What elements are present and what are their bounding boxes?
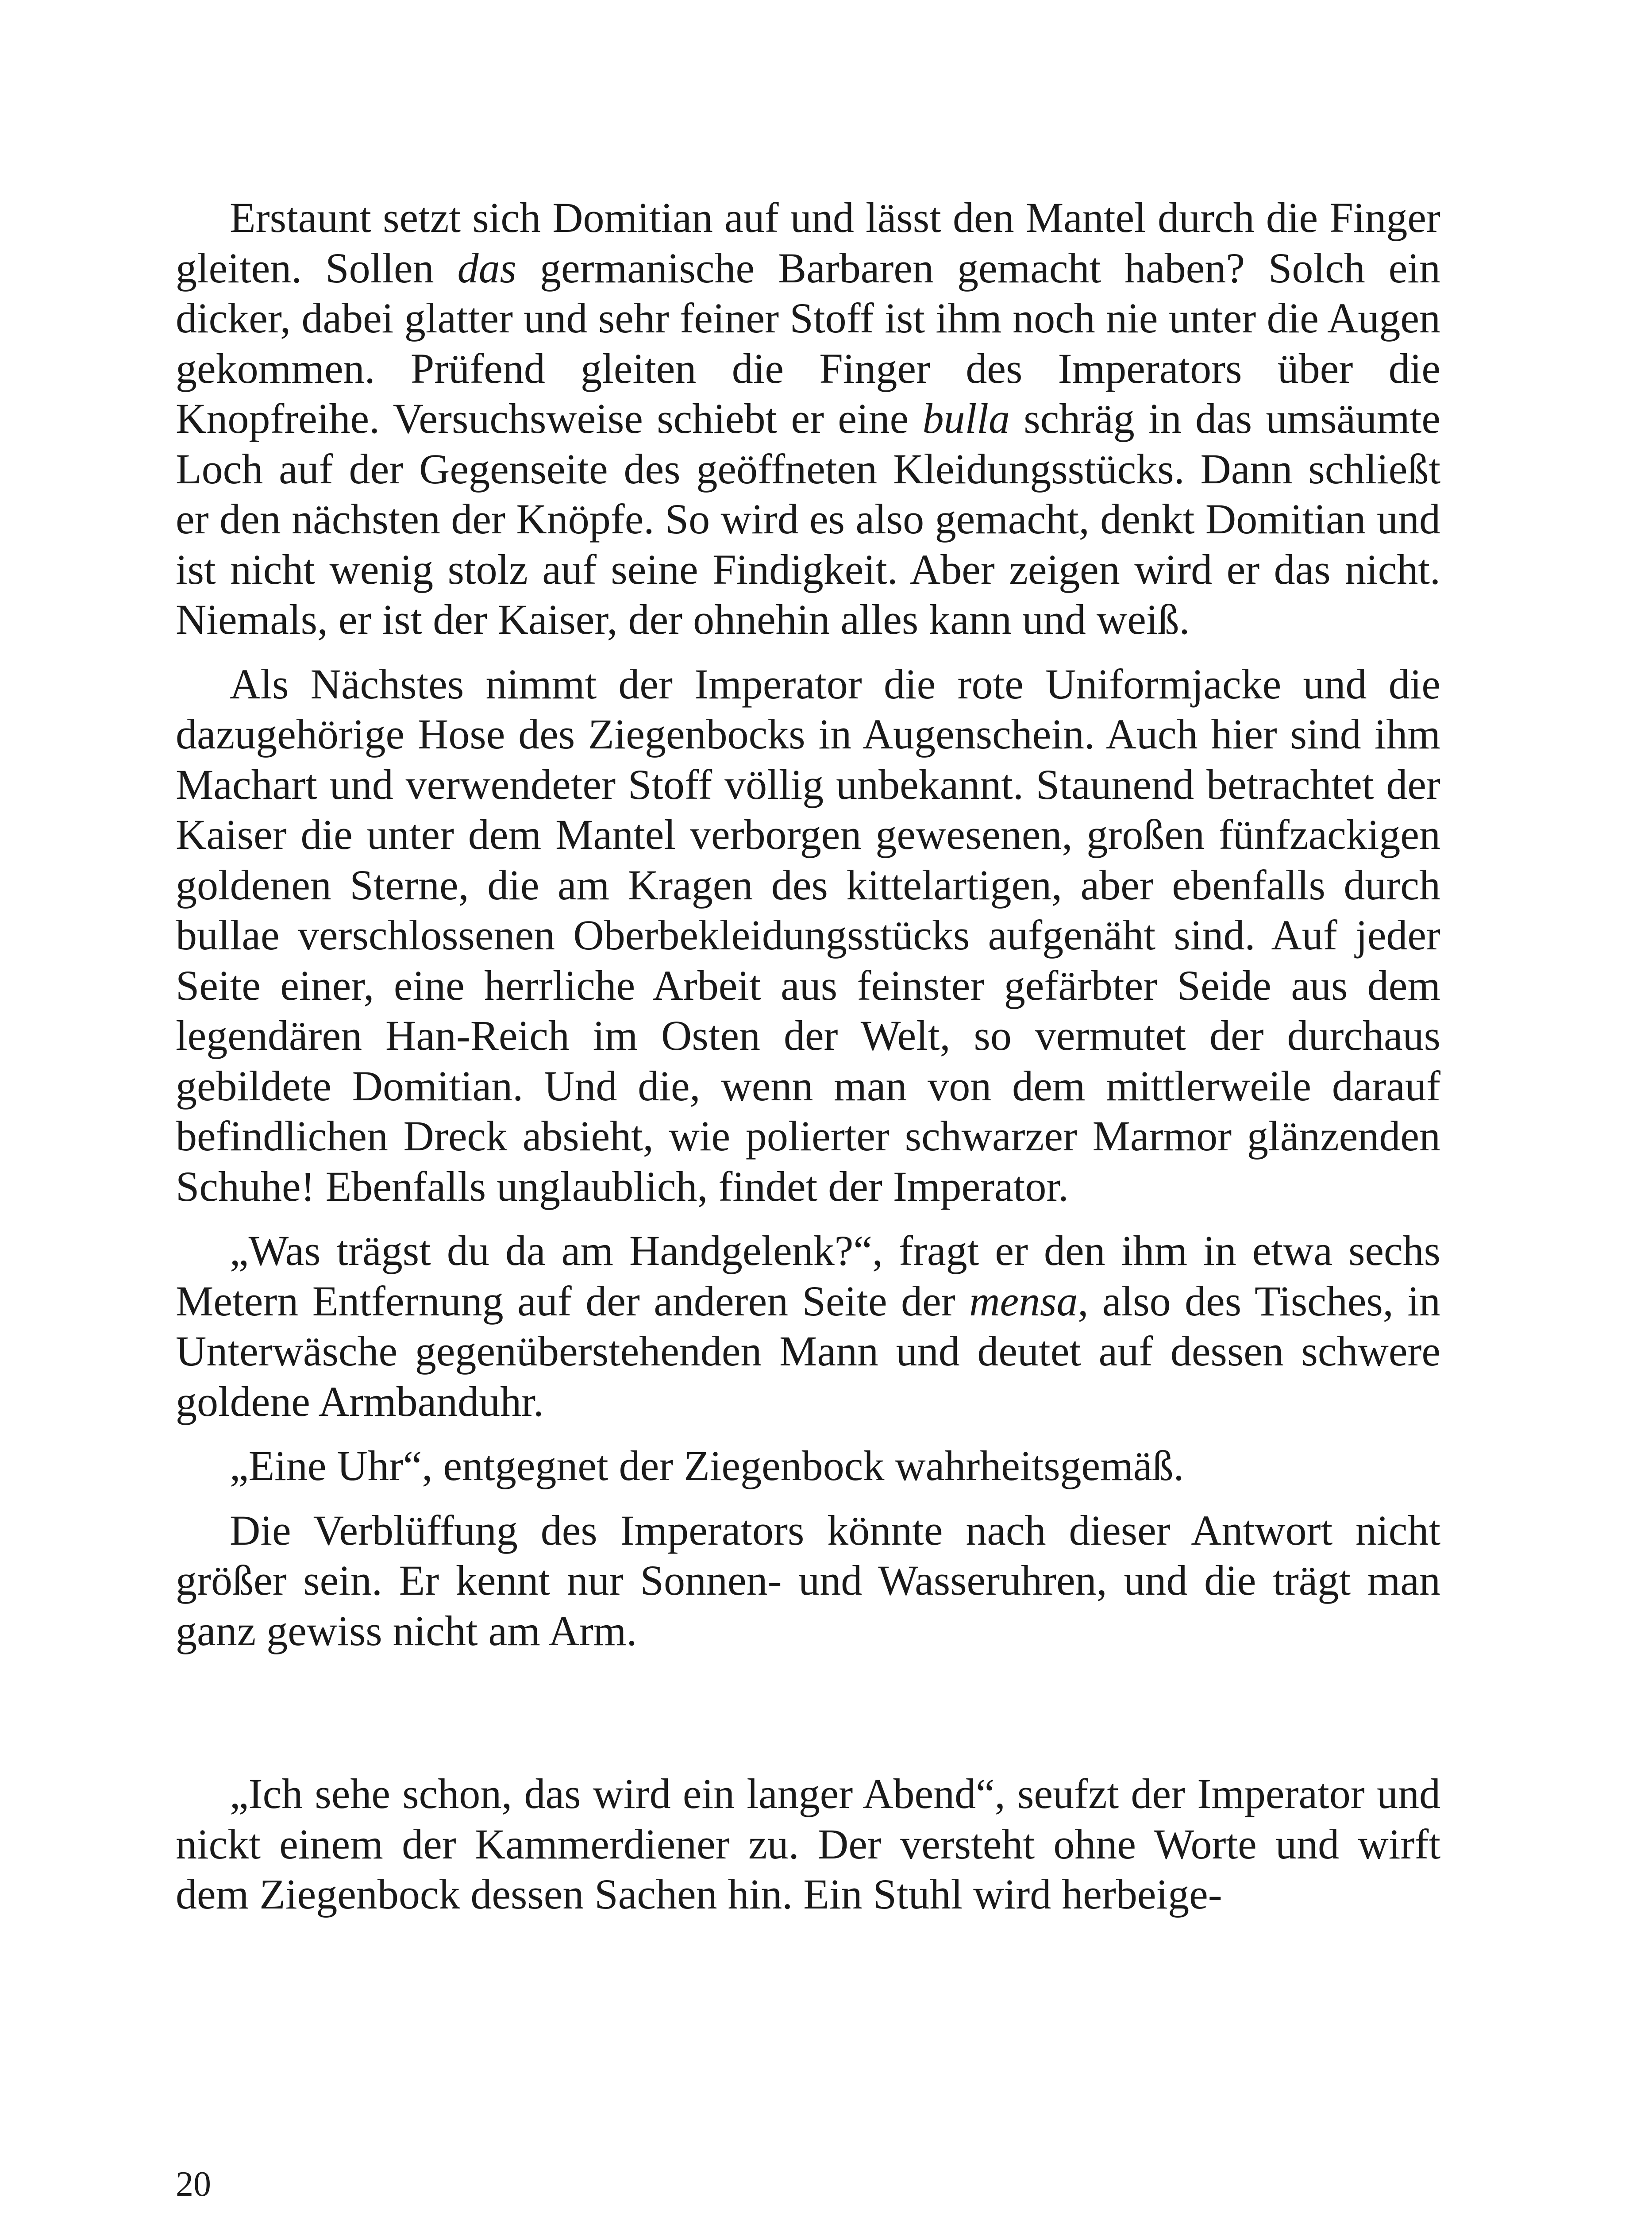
page-content [176, 193, 1440, 1934]
text-run: „Was trägst du da am Handgelenk?“, fragt er den ihm in etwa sechs Metern Entfernung auf der anderen Seite der [176, 1227, 1440, 1325]
text-run: Erstaunt setzt sich Domitian auf und lässt den Mantel durch die Finger gleiten. Sollen [176, 194, 1440, 292]
text-run: „Ich sehe schon, das wird ein langer Abend“, seufzt der Imperator und nickt einem der Kammerdiener zu. Der versteht ohne Worte und wirft dem Ziegenbock dessen Sachen hin. Ein Stuhl wird herbeige- [176, 1770, 1440, 1918]
text-run: Als Nächstes nimmt der Imperator die rote Uniformjacke und die dazugehörige Hose des Ziegenbocks in Augenschein. Auch hier sind ihm Machart und verwendeter Stoff völlig unbekannt. Staunend betrachtet der Kaiser die unter dem Mantel verborgen gewesenen, großen fünfzackigen goldenen Sterne, die am Kragen des kittelartigen, aber ebenfalls durch bullae verschlossenen Oberbekleidungsstücks aufgenäht sind. Auf jeder Seite einer, eine herrliche Arbeit aus feinster gefärbter Seide aus dem legendären Han-Reich im Osten der Welt, so vermutet der durchaus gebildete Domitian. Und die, wenn man von dem mittlerweile darauf befindlichen Dreck absieht, wie polierter schwarzer Marmor glänzenden Schuhe! Ebenfalls unglaublich, findet der Imperator. [176, 660, 1440, 1210]
body-paragraph [176, 1505, 1440, 1656]
text-run: Die Verblüffung des Imperators könnte nach dieser Antwort nicht größer sein. Er kennt nur Sonnen- und Wasseruhren, und die trägt man ganz gewiss nicht am Arm. [176, 1506, 1440, 1654]
italic-term: das [457, 244, 516, 292]
italic-term: mensa [969, 1277, 1078, 1325]
page-number: 20 [176, 2165, 211, 2204]
italic-term: bulla [922, 395, 1010, 442]
text-run: „Eine Uhr“, entgegnet der Ziegenbock wahrheitsgemäß. [230, 1442, 1184, 1489]
text-run: , also des Tisches, in Unterwäsche gegenüberstehenden Mann und deutet auf dessen schwere goldene Armbanduhr. [176, 1277, 1441, 1425]
body-paragraph [176, 193, 1440, 645]
text-run: germanische Barbaren gemacht haben? Solch ein dicker, dabei glatter und sehr feiner Stoff ist ihm noch nie unter die Augen gekommen. Prüfend gleiten die Finger des Imperators über die Knopfreihe. Versuchsweise schiebt er eine [176, 244, 1441, 442]
body-paragraph [176, 1769, 1440, 1920]
body-paragraph [176, 1441, 1440, 1491]
body-paragraph [176, 1226, 1440, 1426]
text-run: schräg in das umsäumte Loch auf der Gegenseite des geöffneten Kleidungsstücks. Dann schließt er den nächsten der Knöpfe. So wird es also gemacht, denkt Domitian und ist nicht wenig stolz auf seine Findigkeit. Aber zeigen wird er das nicht. Niemals, er ist der Kaiser, der ohnehin alles kann und weiß. [176, 395, 1441, 643]
body-paragraph [176, 659, 1440, 1212]
